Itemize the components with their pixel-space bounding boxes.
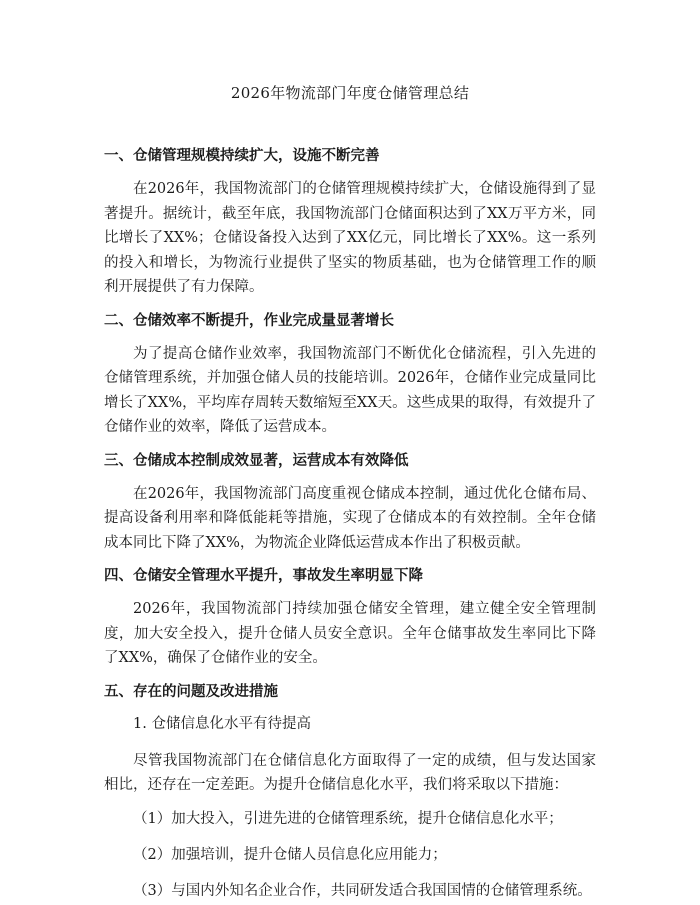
section-safety (104, 565, 596, 671)
section-efficiency (104, 310, 596, 440)
section-paragraph: 在2026年，我国物流部门的仓储管理规模持续扩大，仓储设施得到了显著提升。据统计，截至年底，我国物流部门仓储面积达到了XX万平方米，同比增长了XX%；仓储设备投入达到了XX亿元，同比增长了XX%。这一系列的投入和增长，为物流行业提供了坚实的物质基础，也为仓储管理工作的顺利开展提供了有力保障。 (104, 181, 596, 295)
sub-heading: 1. 仓储信息化水平有待提高 (133, 715, 311, 732)
section-heading: 三、仓储成本控制成效显著，运营成本有效降低 (104, 452, 409, 469)
section-heading: 一、仓储管理规模持续扩大，设施不断完善 (104, 148, 380, 164)
section-paragraph: 在2026年，我国物流部门高度重视仓储成本控制，通过优化仓储布局、提高设备利用率和降低能耗等措施，实现了仓储成本的有效控制。全年仓储成本同比下降了XX%，为物流企业降低运营成本作出了积极贡献。 (104, 485, 596, 551)
section-cost-control (104, 450, 596, 556)
document-title: 2026年物流部门年度仓储管理总结 (230, 84, 470, 102)
section-paragraph: 为了提高仓储作业效率，我国物流部门不断优化仓储流程，引入先进的仓储管理系统，并加强仓储人员的技能培训。2026年，仓储作业完成量同比增长了XX%，平均库存周转天数缩短至XX天。这些成果的取得，有效提升了仓储作业的效率，降低了运营成本。 (104, 345, 596, 435)
section-heading: 五、存在的问题及改进措施 (104, 683, 278, 700)
section-paragraph: 尽管我国物流部门在仓储信息化方面取得了一定的成绩，但与发达国家相比，还存在一定差距。为提升仓储信息化水平，我们将采取以下措施： (104, 752, 596, 793)
measure-item: （3）与国内外知名企业合作，共同研发适合我国国情的仓储管理系统。 (133, 882, 592, 899)
section-heading: 四、仓储安全管理水平提升，事故发生率明显下降 (104, 568, 423, 584)
section-heading: 二、仓储效率不断提升，作业完成量显著增长 (104, 312, 394, 329)
section-scale (104, 145, 596, 300)
section-problems (104, 681, 596, 902)
section-paragraph: 2026年，我国物流部门持续加强仓储安全管理，建立健全安全管理制度，加大安全投入，提升仓储人员安全意识。全年仓储事故发生率同比下降了XX%，确保了仓储作业的安全。 (104, 601, 596, 666)
measure-item: （1）加大投入，引进先进的仓储管理系统，提升仓储信息化水平； (133, 810, 563, 827)
measure-item: （2）加强培训，提升仓储人员信息化应用能力； (133, 846, 447, 863)
